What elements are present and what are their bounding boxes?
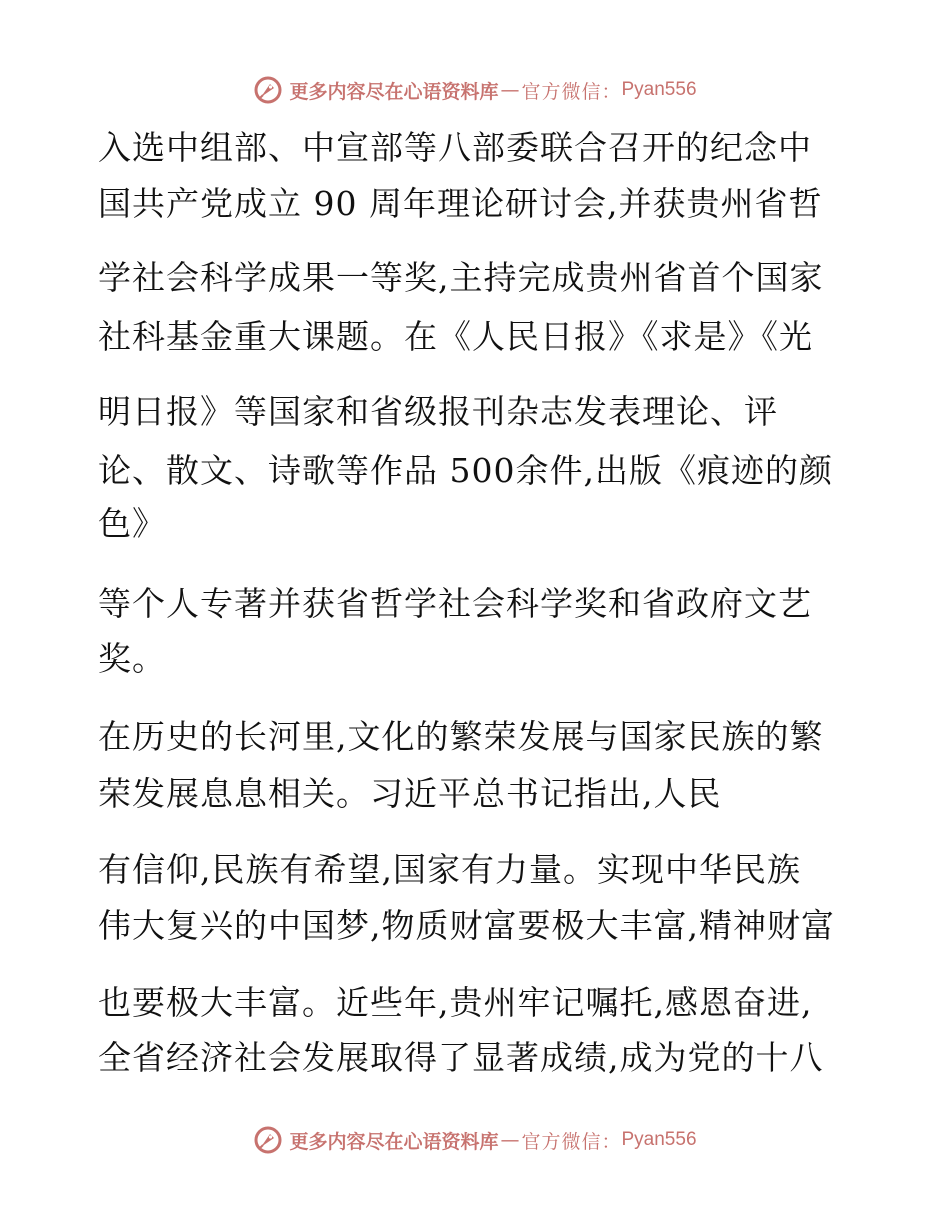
text-line: 也要极大丰富。近些年,贵州牢记嘱托,感恩奋进, (98, 983, 813, 1022)
text-line: 色》 (98, 504, 166, 543)
banner-wechat-label: 官方微信： (521, 80, 622, 103)
text-line: 有信仰,民族有希望,国家有力量。实现中华民族 (98, 850, 801, 889)
text-line: 等个人专著并获省哲学社会科学奖和省政府文艺 (98, 584, 812, 623)
text-line: 学社会科学成果一等奖,主持完成贵州省首个国家 (98, 258, 824, 297)
banner-wechat-label: 官方微信： (521, 1130, 622, 1153)
text-line: 论、散文、诗歌等作品 500余件,出版《痕迹的颜 (98, 451, 833, 490)
header-watermark-banner (0, 70, 950, 110)
banner-title: 更多内容尽在心语资料库 (289, 1130, 499, 1153)
text-line: 社科基金重大课题。在《人民日报》《求是》《光 (98, 317, 813, 356)
footer-watermark-banner (0, 1120, 950, 1160)
text-line: 荣发展息息相关。习近平总书记指出,人民 (98, 774, 722, 813)
text-line: 奖。 (98, 639, 166, 678)
text-line: 国共产党成立 90 周年理论研讨会,并获贵州省哲 (98, 184, 823, 223)
text-line: 全省经济社会发展取得了显著成绩,成为党的十八 (98, 1038, 824, 1077)
text-line: 在历史的长河里,文化的繁荣发展与国家民族的繁 (98, 717, 824, 756)
banner-separator: — (500, 1129, 520, 1151)
banner-separator: — (500, 79, 520, 101)
text-line: 伟大复兴的中国梦,物质财富要极大丰富,精神财富 (98, 906, 835, 945)
text-line: 入选中组部、中宣部等八部委联合召开的纪念中 (98, 128, 812, 167)
pen-nib-logo-icon (253, 1125, 283, 1155)
banner-wechat-id: Pyan556 (621, 1129, 697, 1150)
pen-nib-logo-icon (253, 75, 283, 105)
banner-title: 更多内容尽在心语资料库 (289, 80, 499, 103)
text-line: 明日报》等国家和省级报刊杂志发表理论、评 (98, 392, 778, 431)
banner-wechat-id: Pyan556 (621, 79, 697, 100)
